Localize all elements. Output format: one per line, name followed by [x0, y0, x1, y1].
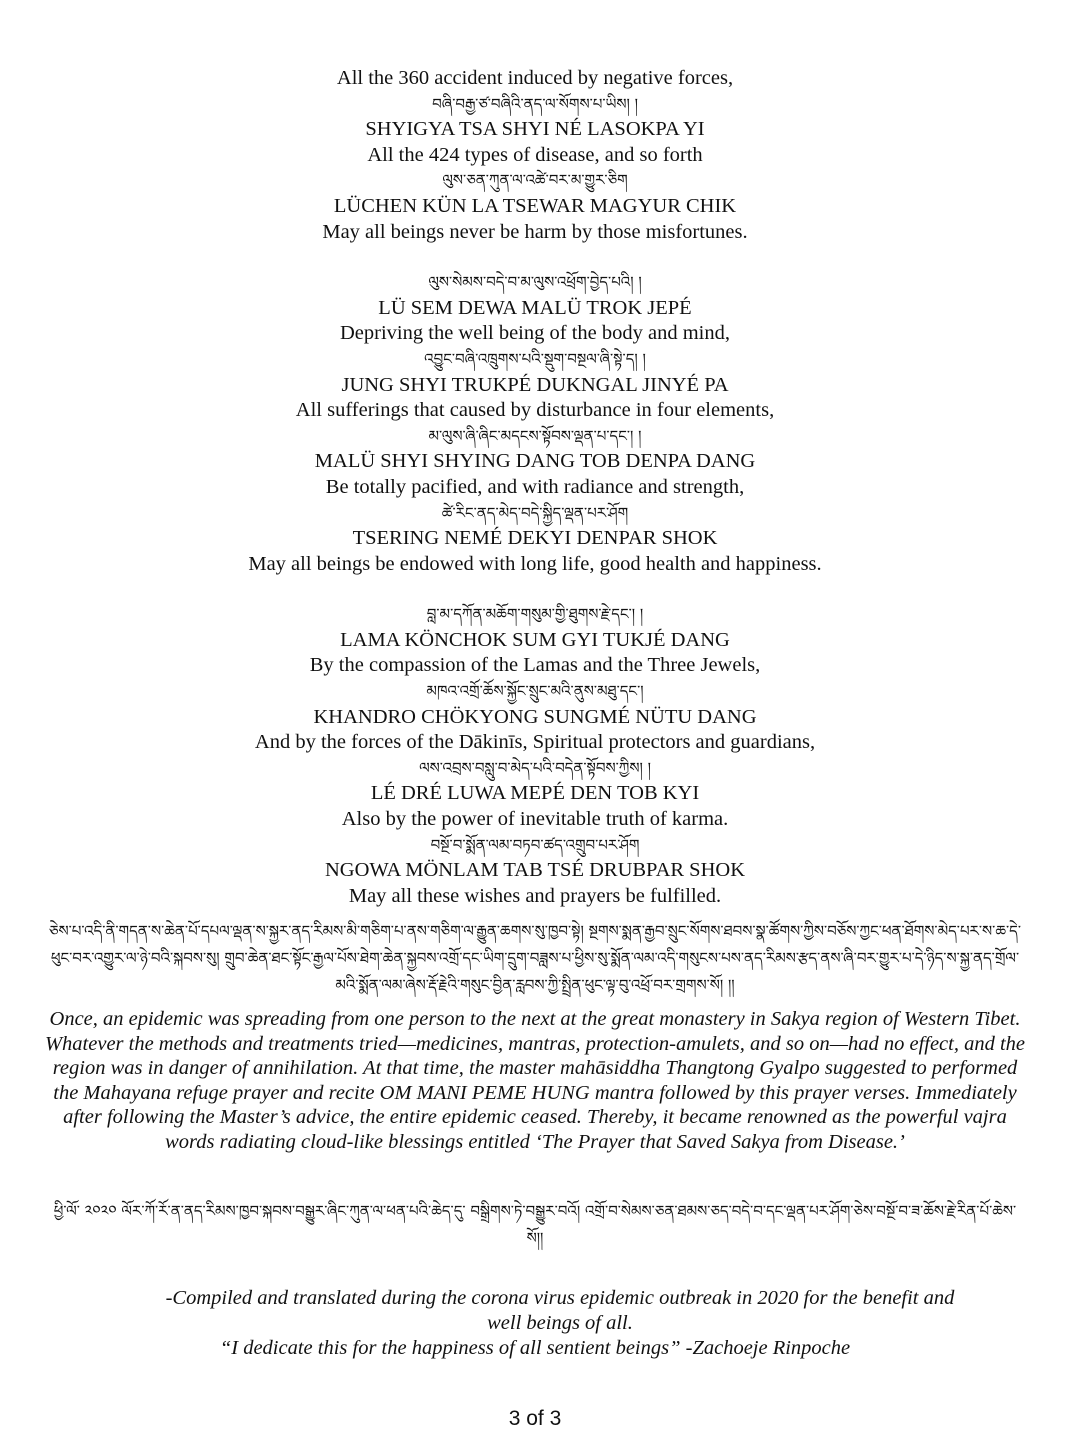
dedication-english-compiled: -Compiled and translated during the corona virus epidemic outbreak in 2020 for the benefit and well beings of all.: [165, 1287, 955, 1334]
dedication-english-signature: “I dedicate this for the happiness of all sentient beings” -Zachoeje Rinpoche: [219, 1337, 851, 1359]
english-line: All sufferings that caused by disturbance in four elements,: [295, 399, 775, 422]
phonetic-line: LÜ SEM DEWA MALÜ TROK JEPÉ: [378, 296, 692, 319]
tibetan-line: མཁའ་འགྲོ་ཆོས་སྐྱོང་སྲུང་མའི་ནུས་མཐུ་དང་།: [426, 682, 644, 701]
phonetic-line: SHYIGYA TSA SHYI NÉ LASOKPA YI: [365, 118, 705, 141]
english-line: All the 360 accident induced by negative forces,: [336, 67, 734, 89]
english-line: Be totally pacified, and with radiance and strength,: [325, 475, 745, 498]
dedication-tibetan: ཕྱི་ལོ་ ༢༠༢༠ ལོར་ཀོ་རོ་ན་ནད་རིམས་ཁྱབ་སྐབས་བསྒྱུར་ཞིང་ཀུན་ལ་ཕན་པའི་ཆེད་དུ་ བསྒྲིགས་ཏེ་བསྒྱུར་བའོ། འགྲོ་བ་སེམས་ཅན་ཐམས་ཅད་བདེ་བ་དང་ལྡན་པར་ཤོག་ཅེས་བསྔོ་བ་ཟ་ཆོས་རྗེ་རིན་པོ་ཆེས་སོ།།: [53, 1202, 1017, 1247]
english-line: May all beings never be harm by those misfortunes.: [322, 220, 748, 243]
tibetan-line: མ་ལུས་ཞི་ཞིང་མདངས་སྟོབས་ལྡན་པ་དང་། །: [428, 426, 642, 445]
page-number: 3 of 3: [508, 1407, 562, 1430]
colophon-english: Once, an epidemic was spreading from one person to the next at the great monastery in Sakya region of Western Tibet. Whatever the methods and treatments tried—medicines, mantras, protection-amulets, and so on—had no effect, and the region was in danger of annihilation. At that time, the master mahāsiddha Thangtong Gyalpo suggested to performed the Mahayana refuge prayer and recite OM MANI PEME HUNG mantra followed by this prayer verses. Immediately after following the Master’s advice, the entire epidemic ceased. Thereby, it became renowned as the powerful vajra words radiating cloud-like blessings entitled ‘The Prayer that Saved Sakya from Disease.’: [44, 1008, 1026, 1153]
tibetan-line: ཚེ་རིང་ནད་མེད་བདེ་སྐྱིད་ལྡན་པར་ཤོག: [441, 503, 629, 522]
english-line: May all these wishes and prayers be fulfilled.: [348, 884, 722, 907]
tibetan-line: ལུས་ཅན་ཀུན་ལ་འཚེ་བར་མ་གྱུར་ཅིག: [442, 171, 628, 190]
phonetic-line: MALÜ SHYI SHYING DANG TOB DENPA DANG: [314, 450, 756, 473]
phonetic-line: KHANDRO CHÖKYONG SUNGMÉ NÜTU DANG: [313, 705, 757, 728]
phonetic-line: LÜCHEN KÜN LA TSEWAR MAGYUR CHIK: [333, 194, 737, 217]
tibetan-line: ལུས་སེམས་བདེ་བ་མ་ལུས་འཕྲོག་བྱེད་པའི། །: [428, 273, 642, 292]
tibetan-line: བཞི་བརྒྱ་ཙ་བཞིའི་ནད་ལ་སོགས་པ་ཡིས། །: [432, 94, 638, 113]
english-line: And by the forces of the Dākinīs, Spiritual protectors and guardians,: [254, 731, 816, 754]
phonetic-line: TSERING NEMÉ DEKYI DENPAR SHOK: [352, 527, 718, 550]
english-line: Depriving the well being of the body and mind,: [340, 322, 730, 345]
stanza-3: [0, 602, 1070, 909]
tibetan-line: འབྱུང་བཞི་འཁྲུགས་པའི་སྡུག་བསྔལ་ཞི་སྟེ་ད། །: [424, 349, 646, 368]
english-line: All the 424 types of disease, and so forth: [367, 143, 703, 166]
phonetic-line: LAMA KÖNCHOK SUM GYI TUKJÉ DANG: [340, 628, 730, 651]
tibetan-line: ལས་འབྲས་བསླུ་བ་མེད་པའི་བདེན་སྟོབས་ཀྱིས། །: [419, 758, 651, 777]
stanza-1: [0, 66, 1070, 245]
phonetic-line: NGOWA MÖNLAM TAB TSÉ DRUBPAR SHOK: [324, 859, 745, 882]
english-line: May all beings be endowed with long life, good health and happiness.: [248, 552, 822, 575]
tibetan-line: བླ་མ་དཀོན་མཆོག་གསུམ་གྱི་ཐུགས་རྗེ་དང་། །: [426, 605, 644, 624]
tibetan-line: བསྔོ་བ་སྨོན་ལམ་བཏབ་ཚད་འགྲུབ་པར་ཤོག: [430, 835, 640, 854]
phonetic-line: JUNG SHYI TRUKPÉ DUKNGAL JINYÉ PA: [341, 373, 729, 396]
phonetic-line: LÉ DRÉ LUWA MEPÉ DEN TOB KYI: [370, 782, 700, 805]
prayer-verses: [0, 66, 1070, 909]
english-line: By the compassion of the Lamas and the Three Jewels,: [309, 654, 761, 677]
colophon-tibetan: ཅེས་པ་འདི་ནི་གདན་ས་ཆེན་པོ་དཔལ་ལྡན་ས་སྐྱར་ནད་རིམས་མི་གཅིག་པ་ནས་གཅིག་ལ་རྒྱུན་ཆགས་སུ་ཁྱབ་སྟེ། སྔགས་སྨན་རྒྱབ་སྲུང་སོགས་ཐབས་སྣ་ཚོགས་ཀྱིས་བཅོས་ཀྱང་ཕན་ཐོགས་མེད་པར་ས་ཆ་དེ་ཕུང་བར་འགྱུར་ལ་ཉེ་བའི་སྐབས་སུ། གྲུབ་ཆེན་ཐང་སྟོང་རྒྱལ་པོས་ཐེག་ཆེན་སྐྱབས་འགྲོ་དང་ཡིག་དྲུག་བཟླས་པ་ཕྱིས་སུ་སྨོན་ལམ་འདི་གསུངས་པས་ནད་རིམས་རྩད་ནས་ཞི་བར་གྱུར་པ་དེ་ཉིད་ས་སྐྱ་ནད་གྲོལ་མའི་སྨོན་ལམ་ཞེས་རྡོ་རྗེའི་གསུང་བྱིན་རླབས་ཀྱི་སྤྲིན་ཕུང་ལྟ་བུ་འཕྲོ་བར་གྲགས་སོ། །།: [48, 922, 1021, 994]
english-line: Also by the power of inevitable truth of karma.: [341, 808, 729, 831]
stanza-2: [0, 270, 1070, 577]
